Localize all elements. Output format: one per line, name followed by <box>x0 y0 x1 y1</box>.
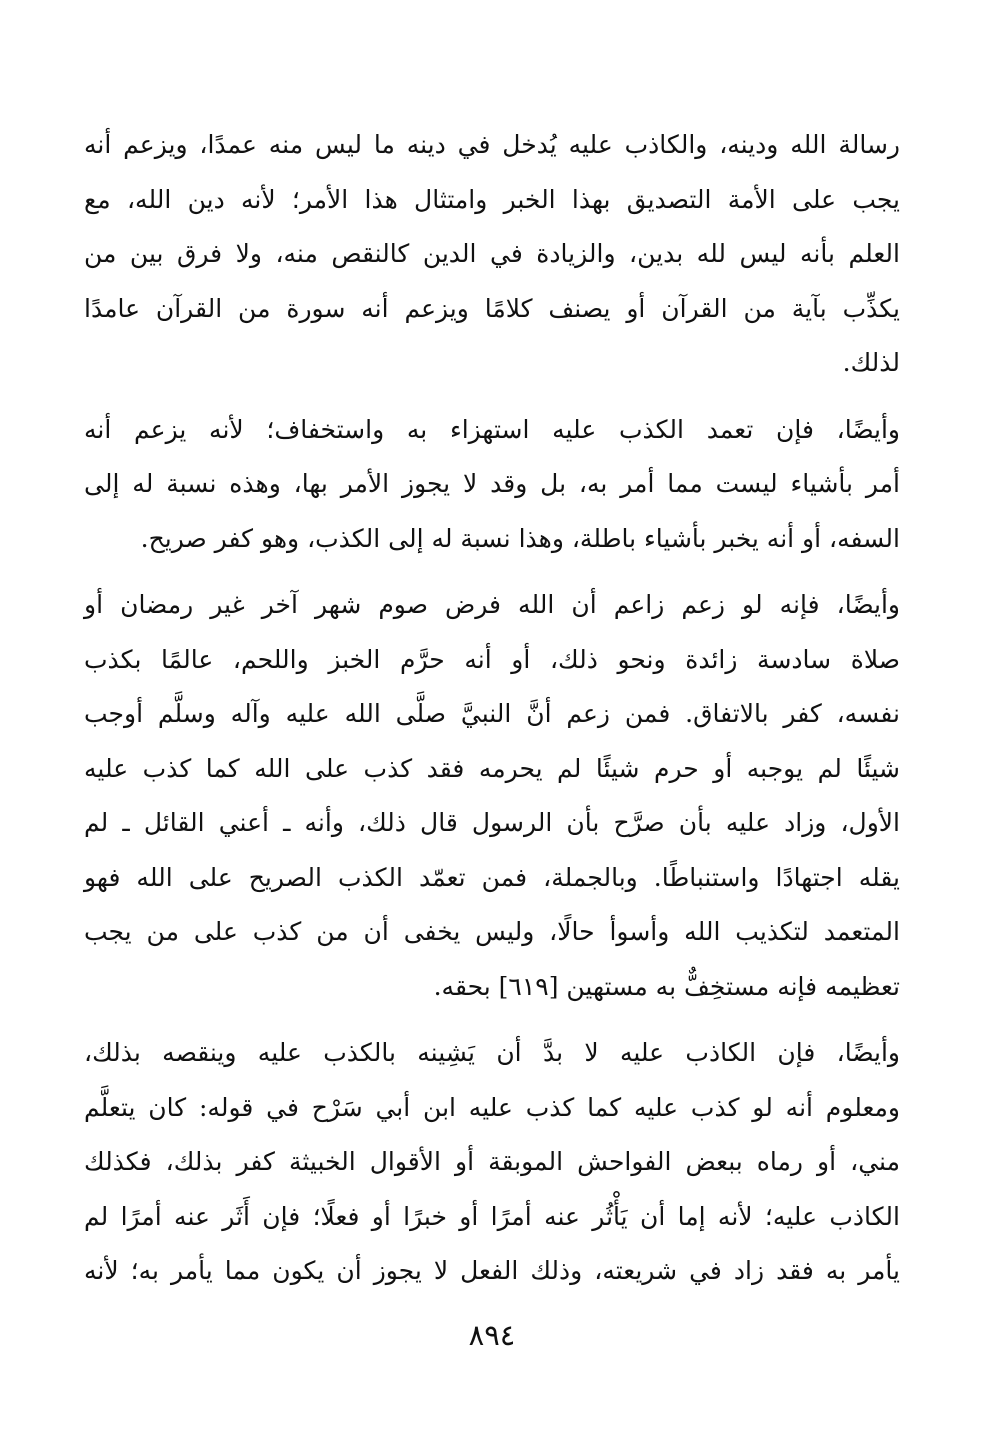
text-line: أمر بأشياء ليست مما أمر به، بل وقد لا يجوز الأمر بها، وهذه نسبة له إلى <box>84 469 900 498</box>
text-line: لذلك. <box>842 348 900 377</box>
text-line: يكذِّب بآية من القرآن أو يصنف كلامًا ويزعم أنه سورة من القرآن عامدًا <box>84 293 900 323</box>
text-line: وأيضًا، فإن الكاذب عليه لا بدَّ أن يَشِينه بالكذب عليه وينقصه بذلك، <box>84 1038 900 1067</box>
text-line: الأول، وزاد عليه بأن صرَّح بأن الرسول قال ذلك، وأنه ـ أعني القائل ـ لم <box>84 808 900 837</box>
paragraph-1 <box>84 118 900 391</box>
text-line: تعظيمه فإنه مستخِفٌّ به مستهين [٦١٩] بحقه. <box>433 971 900 1001</box>
text-line: يجب على الأمة التصديق بهذا الخبر وامتثال هذا الأمر؛ لأنه دين الله، مع <box>84 184 900 214</box>
text-line: وأيضًا، فإن تعمد الكذب عليه استهزاء به واستخفاف؛ لأنه يزعم أنه <box>84 414 900 444</box>
text-line: المتعمد لتكذيب الله وأسوأ حالًا، وليس يخفى أن من كذب على من يجب <box>84 917 900 946</box>
text-line: وأيضًا، فإنه لو زعم زاعم أن الله فرض صوم شهر آخر غير رمضان أو <box>84 590 900 619</box>
text-line: يأمر به فقد زاد في شريعته، وذلك الفعل لا يجوز أن يكون مما يأمر به؛ لأنه <box>84 1256 901 1285</box>
text-line: شيئًا لم يوجبه أو حرم شيئًا لم يحرمه فقد كذب على الله كما كذب عليه <box>84 753 900 783</box>
text-line: صلاة سادسة زائدة ونحو ذلك، أو أنه حرَّم الخبز واللحم، عالمًا بكذب <box>84 644 900 674</box>
text-line: يقله اجتهادًا واستنباطًا. وبالجملة، فمن تعمّد الكذب الصريح على الله فهو <box>84 862 900 892</box>
text-line: الكاذب عليه؛ لأنه إما أن يَأْثُر عنه أمرًا أو خبرًا أو فعلًا؛ فإن أَثَر عنه أمرًا لم <box>84 1201 900 1231</box>
paragraph-3 <box>84 578 900 1014</box>
page-number: ٨٩٤ <box>468 1318 516 1352</box>
page-body <box>84 118 900 1299</box>
text-line: مني، أو رماه ببعض الفواحش الموبقة أو الأقوال الخبيثة كفر بذلك، فكذلك <box>84 1147 900 1176</box>
text-line: نفسه، كفر بالاتفاق. فمن زعم أنَّ النبيَّ صلَّى الله عليه وآله وسلَّم أوجب <box>84 699 900 728</box>
text-line: السفه، أو أنه يخبر بأشياء باطلة، وهذا نسبة له إلى الكذب، وهو كفر صريح. <box>140 523 900 553</box>
paragraph-2 <box>84 403 900 567</box>
text-line: رسالة الله ودينه، والكاذب عليه يُدخل في دينه ما ليس منه عمدًا، ويزعم أنه <box>84 130 900 159</box>
text-line: العلم بأنه ليس لله بدين، والزيادة في الدين كالنقص منه، ولا فرق بين من <box>84 239 900 268</box>
paragraph-4 <box>84 1026 900 1299</box>
text-line: ومعلوم أنه لو كذب عليه كما كذب عليه ابن أبي سَرْح في قوله: كان يتعلَّم <box>84 1092 900 1122</box>
